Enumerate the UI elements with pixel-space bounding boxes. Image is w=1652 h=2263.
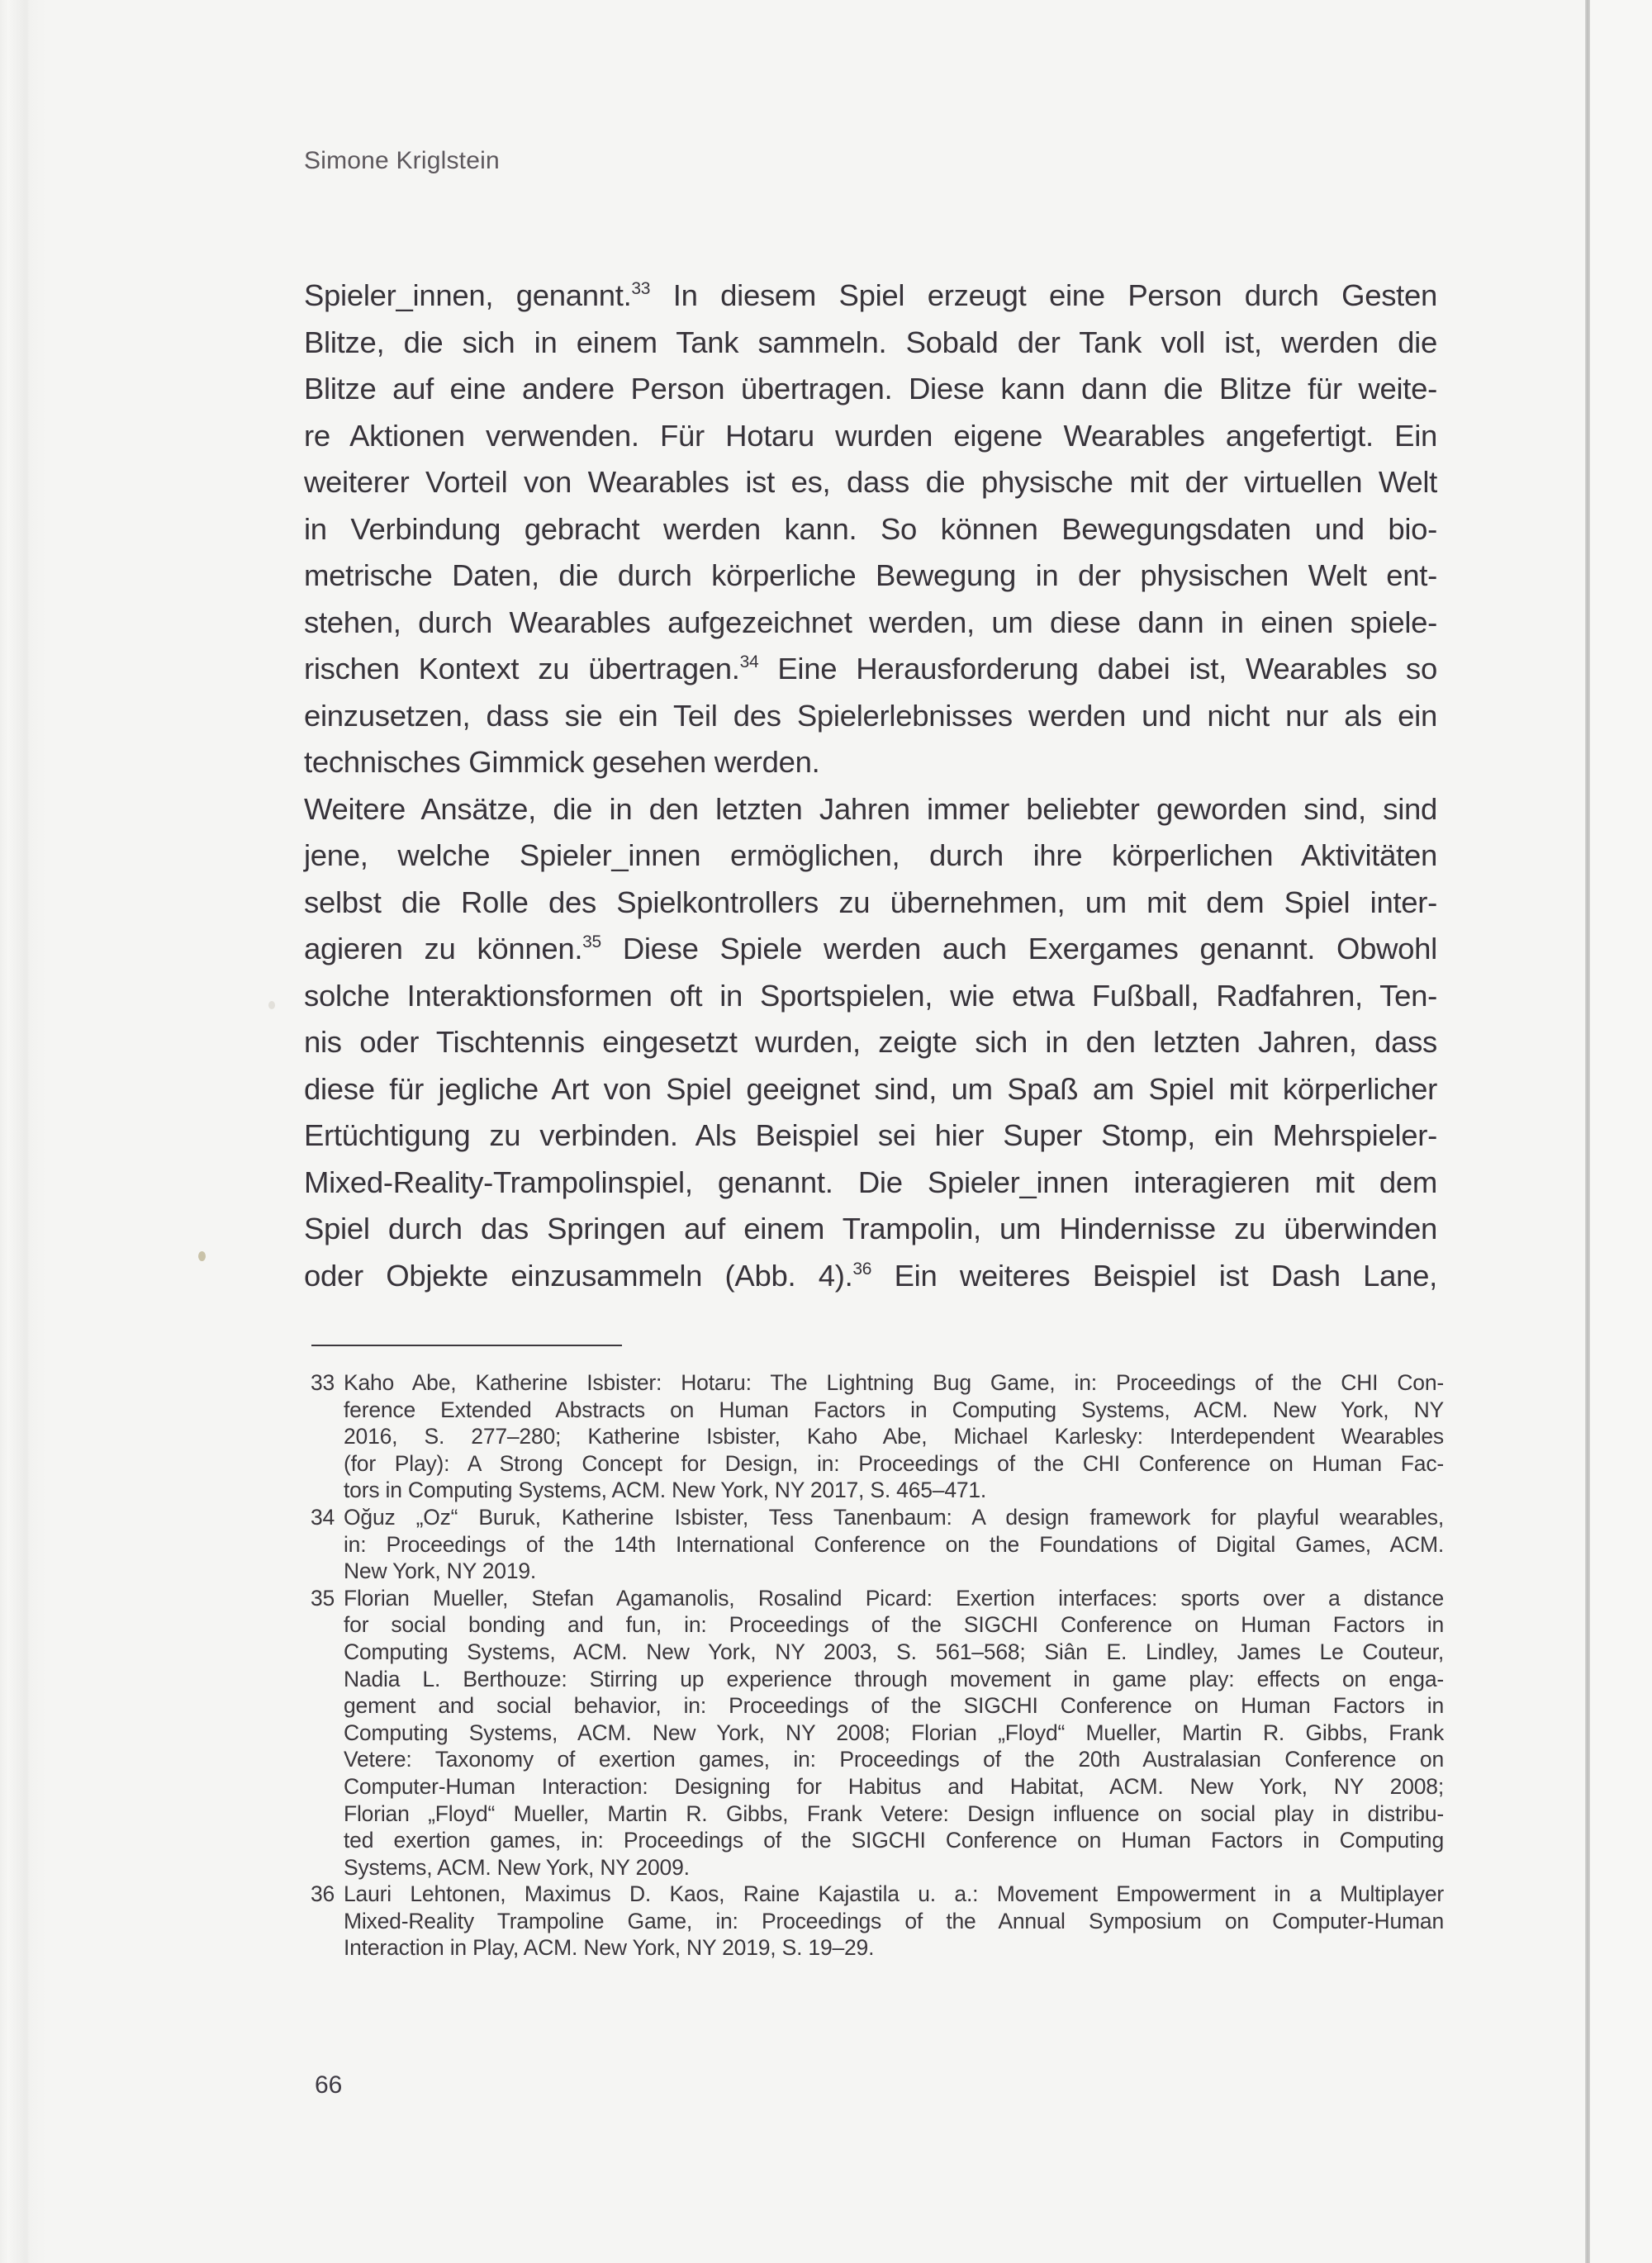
footnote-33	[311, 1369, 1444, 1504]
text-line: oder Objekte einzusammeln (Abb. 4).$^{36}$ Ein weiteres Beispiel ist Dash Lane,	[304, 1258, 1437, 1293]
body-text	[304, 273, 1437, 1299]
paragraph-1	[304, 273, 1437, 786]
text-line: solche Interaktionsformen oft in Sportspielen, wie etwa Fußball, Radfahren, Ten-	[304, 978, 1437, 1013]
footnote-34	[311, 1504, 1444, 1585]
footnote-separator-rule	[311, 1345, 622, 1346]
text-line: Weitere Ansätze, die in den letzten Jahren immer beliebter geworden sind, sind	[304, 791, 1437, 826]
text-line: Spieler_innen, genannt.$^{33}$ In diesem Spiel erzeugt eine Person durch Gesten	[304, 278, 1437, 312]
text-line: jene, welche Spieler_innen ermöglichen, durch ihre körperlichen Aktivitäten	[304, 838, 1437, 872]
footnotes	[311, 1369, 1444, 1962]
footnote-text: Florian Mueller, Stefan Agamanolis, Rosalind Picard: Exertion interfaces: sports over a distance for social bonding and fun, in: Proceedings of the SIGCHI Conference on Human Factors in Computing Systems, ACM. New York, NY 2003, S. 561–568; Siân E. Lindley, James Le Couteur, Nadia L. Berthouze: Stirring up experience through movement in game play: effects on enga- gement and social behavior, in: Proceedings of the SIGCHI Conference on Human Factors in Computing Systems, ACM. New York, NY 2008; Florian „Floyd“ Mueller, Martin R. Gibbs, Frank Vetere: Taxonomy of exertion games, in: Proceedings of the 20th Australasian Conference on Computer-Human Interaction: Designing for Habitus and Habitat, ACM. New York, NY 2008; Florian „Floyd“ Mueller, Martin R. Gibbs, Frank Vetere: Design influence on social play in distribu- ted exertion games, in: Proceedings of the SIGCHI Conference on Human Factors in Computing Systems, ACM. New York, NY 2009.	[344, 1585, 1444, 1880]
footnote-36	[311, 1881, 1444, 1962]
text-line: agieren zu können.$^{35}$ Diese Spiele werden auch Exergames genannt. Obwohl	[304, 932, 1437, 965]
footnote-ref-33[interactable]: 33	[631, 279, 651, 298]
paragraph-2	[304, 786, 1437, 1300]
text-line: re Aktionen verwenden. Für Hotaru wurden eigene Wearables angefertigt. Ein	[304, 418, 1437, 453]
text-line: in Verbindung gebracht werden kann. So können Bewegungsdaten und bio-	[304, 511, 1437, 546]
text-line: Spiel durch das Springen auf einem Trampolin, um Hindernisse zu überwinden	[304, 1212, 1437, 1245]
next-page-edge	[1590, 0, 1652, 2263]
footnote-ref-34[interactable]: 34	[739, 652, 759, 671]
footnote-ref-35[interactable]: 35	[582, 932, 601, 951]
text-line: Blitze, die sich in einem Tank sammeln. Sobald der Tank voll ist, werden die	[304, 325, 1437, 359]
text-line: weiterer Vorteil von Wearables ist es, dass die physische mit der virtuellen Welt	[304, 465, 1437, 499]
footnote-text: Kaho Abe, Katherine Isbister: Hotaru: The Lightning Bug Game, in: Proceedings of the CHI Con- ference Extended Abstracts on Human Factors in Computing Systems, ACM. New York, NY 2016, S. 277–280; Katherine Isbister, Kaho Abe, Michael Karlesky: Interdependent Wearables (for Play): A Strong Concept for Design, in: Proceedings of the CHI Conference on Human Fac- tors in Computing Systems, ACM. New York, NY 2017, S. 465–471.	[344, 1370, 1444, 1503]
text-line: einzusetzen, dass sie ein Teil des Spielerlebnisses werden und nicht nur als ein	[304, 698, 1437, 733]
text-line: rischen Kontext zu übertragen.$^{34}$ Eine Herausforderung dabei ist, Wearables so	[304, 652, 1437, 686]
running-head-author: Simone Kriglstein	[304, 147, 500, 174]
footnote-35	[311, 1585, 1444, 1881]
footnote-number: 34	[311, 1504, 335, 1530]
footnote-ref-36[interactable]: 36	[852, 1259, 872, 1279]
paper-speck	[268, 1001, 275, 1009]
footnote-text: Oğuz „Oz“ Buruk, Katherine Isbister, Tess Tanenbaum: A design framework for playful wearables, in: Proceedings of the 14th International Conference on the Foundations of Digital Games, ACM. New York, NY 2019.	[344, 1504, 1444, 1584]
text-line: Ertüchtigung zu verbinden. Als Beispiel sei hier Super Stomp, ein Mehrspieler-	[304, 1118, 1437, 1152]
footnote-number: 36	[311, 1881, 335, 1907]
text-line: selbst die Rolle des Spielkontrollers zu übernehmen, um mit dem Spiel inter-	[304, 885, 1437, 919]
paper-speck	[198, 1251, 206, 1261]
text-line: stehen, durch Wearables aufgezeichnet werden, um diese dann in einen spiele-	[304, 605, 1437, 639]
page-number: 66	[315, 2071, 343, 2099]
text-line: nis oder Tischtennis eingesetzt wurden, zeigte sich in den letzten Jahren, dass	[304, 1025, 1437, 1059]
page-binding-shadow	[0, 0, 50, 2263]
footnote-number: 35	[311, 1585, 335, 1611]
footnote-text: Lauri Lehtonen, Maximus D. Kaos, Raine Kajastila u. a.: Movement Empowerment in a Multiplayer Mixed-Reality Trampoline Game, in: Proceedings of the Annual Symposium on Computer-Human Interaction in Play, ACM. New York, NY 2019, S. 19–29.	[344, 1881, 1444, 1961]
text-line: Blitze auf eine andere Person übertragen. Diese kann dann die Blitze für weite-	[304, 372, 1437, 406]
text-line: technisches Gimmick gesehen werden.	[304, 745, 820, 779]
text-line: metrische Daten, die durch körperliche Bewegung in der physischen Welt ent-	[304, 558, 1437, 592]
text-line: diese für jegliche Art von Spiel geeignet sind, um Spaß am Spiel mit körperlicher	[304, 1071, 1437, 1106]
footnote-number: 33	[311, 1370, 335, 1395]
text-line: Mixed-Reality-Trampolinspiel, genannt. Die Spieler_innen interagieren mit dem	[304, 1165, 1437, 1199]
